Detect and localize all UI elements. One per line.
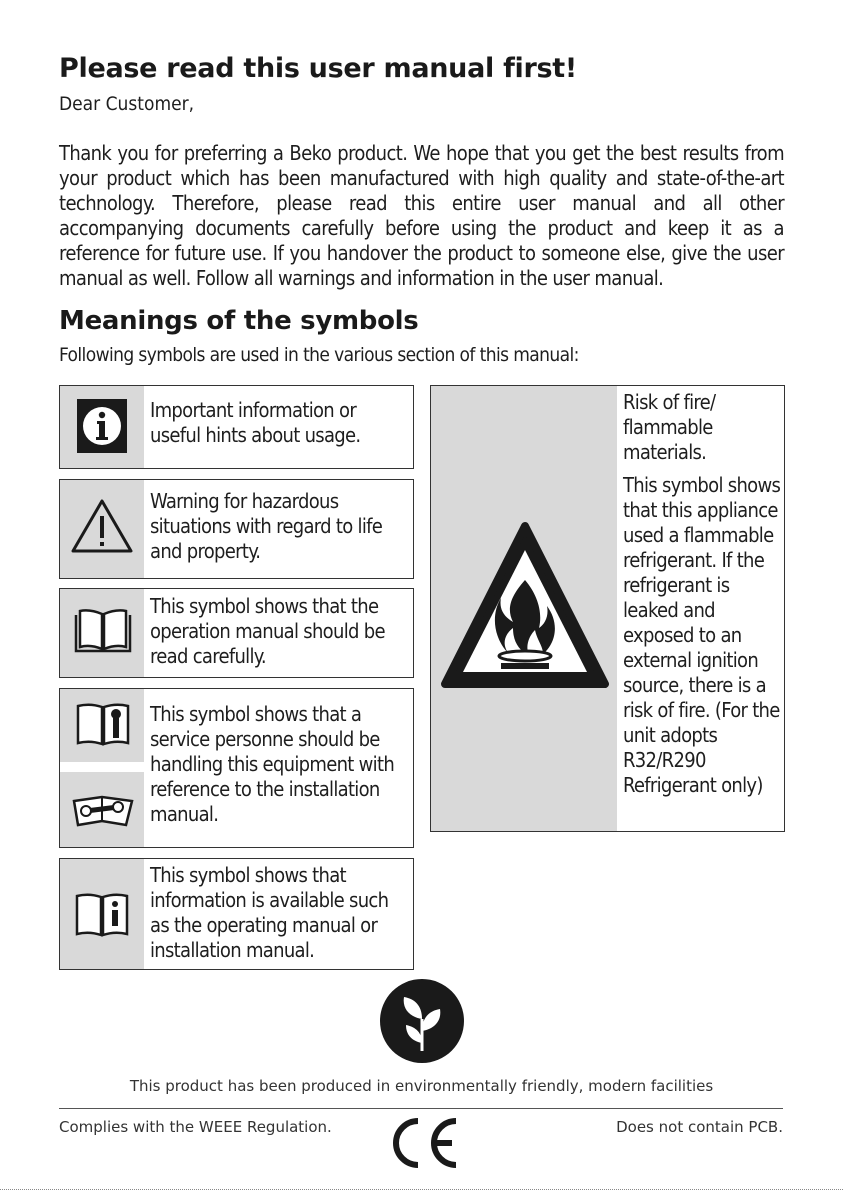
open-book-icon [72,607,134,657]
symbols-intro: Following symbols are used in the various section of this manual: [59,344,579,366]
info-text: Important information or useful hints about usage. [150,398,361,447]
symbol-box-fire [430,385,785,832]
greeting: Dear Customer, [59,93,195,115]
ce-mark-icon [386,1115,460,1171]
fire-text: This symbol shows that this appliance used a flammable refrigerant. If the refrigerant is leaked and exposed to an external ignition source, there is a risk of fire. (For the unit adopts R32/R290 Refrigerant only) [623,473,781,797]
service-text: This symbol shows that a service personne should be handling this equipment with reference to the installation manual. [150,702,395,826]
page-heading: Please read this user manual first! [59,53,577,84]
symbol-box-service [59,688,414,848]
eco-text: This product has been produced in environmentally friendly, modern facilities [129,1077,714,1095]
leaf-icon [380,979,464,1063]
footer-divider [59,1108,783,1109]
available-text: This symbol shows that information is available such as the operating manual or installation manual. [150,863,389,962]
service-manual-icon [75,701,131,747]
symbol-box-info [59,385,414,469]
pcb-text: Does not contain PCB. [616,1118,783,1136]
info-icon [76,398,128,454]
fire-title: Risk of fire/ flammable materials. [623,390,716,464]
warning-triangle-icon [70,498,134,554]
symbol-box-available [59,858,414,970]
info-manual-icon [74,891,130,939]
flammable-icon [439,518,611,694]
weee-text: Complies with the WEEE Regulation. [59,1118,332,1136]
manual-text: This symbol shows that the operation manual should be read carefully. [150,594,385,668]
symbols-heading: Meanings of the symbols [59,306,419,336]
wrench-book-icon [70,787,136,831]
page-edge-dotted-line [0,1189,843,1190]
intro-paragraph: Thank you for preferring a Beko product. We hope that you get the best results from your product which has been manufactured with high quality and state-of-the-art technology. Therefore, please read this entire user manual and all other accompanying documents carefully before using the product and keep it as a reference for future use. If you handover the product to someone else, give the user manual as well. Follow all warnings and information in the user manual. [59,141,784,290]
symbol-box-warning [59,479,414,579]
warning-text: Warning for hazardous situations with regard to life and property. [150,489,383,563]
symbol-box-manual [59,588,414,678]
